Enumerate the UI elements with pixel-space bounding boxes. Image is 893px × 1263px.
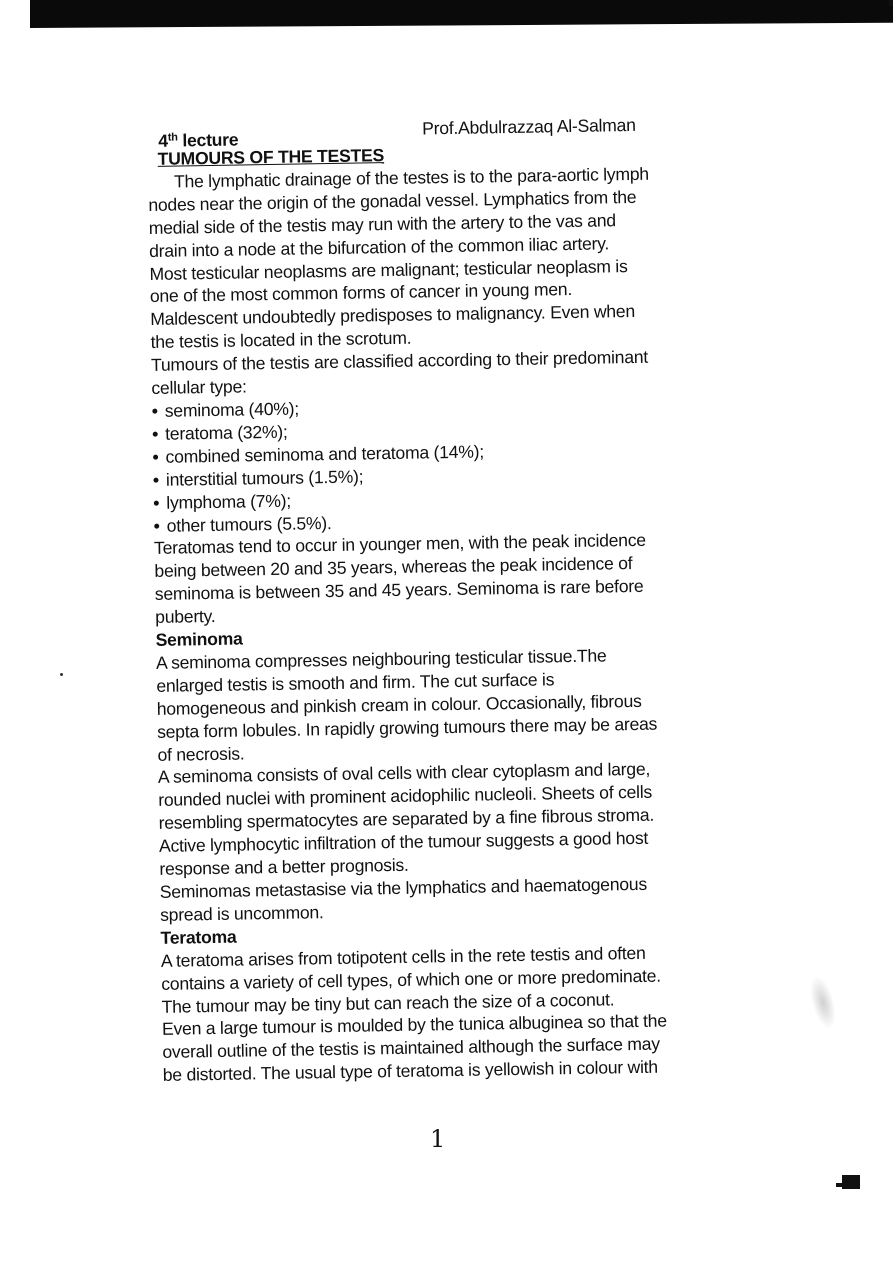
list-item-text: combined seminoma and teratoma (14%); (165, 441, 485, 467)
lecture-word: lecture (177, 129, 239, 151)
page-number: 1 (430, 1125, 446, 1153)
document-page (147, 112, 743, 1087)
tumour-type-list (152, 390, 734, 537)
teratoma-section (160, 917, 743, 1087)
scan-speck (60, 673, 63, 676)
bullet-icon: • (152, 446, 159, 467)
intro-line: one of the most common forms of cancer in young men. (149, 279, 573, 307)
seminoma-section (155, 619, 740, 926)
teratoma-line: be distorted. The usual type of teratoma is yellowish in colour with (162, 1056, 659, 1086)
intro-line: Maldescent undoubtedly predisposes to malignancy. Even when (150, 301, 636, 330)
teratoma-line: Even a large tumour is moulded by the tunica albuginea so that the (161, 1010, 667, 1040)
intro-line: drain into a node at the bifurcation of the common iliac artery. (148, 232, 610, 261)
bullet-icon: • (152, 469, 160, 490)
teratoma-line: contains a variety of cell types, of which one or more predominate. (161, 965, 661, 994)
teratoma-line: A teratoma arises from totipotent cells in the rete testis and often (160, 942, 646, 971)
list-item-text: interstitial tumours (1.5%); (165, 466, 364, 490)
incidence-line: being between 20 and 35 years, whereas the peak incidence of (154, 553, 633, 582)
seminoma-line: septa form lobules. In rapidly growing tumours there may be areas (156, 713, 658, 742)
bullet-icon: • (152, 423, 159, 444)
intro-section (148, 161, 732, 400)
teratoma-heading: Teratoma (160, 926, 237, 948)
seminoma-line: response and a better prognosis. (159, 854, 409, 879)
bullet-icon: • (153, 492, 160, 513)
intro-line: medial side of the testis may run with the artery to the vas and (148, 209, 616, 238)
scan-edge-tick (889, 0, 893, 6)
seminoma-line: spread is uncommon. (159, 902, 324, 925)
scan-top-shadow (30, 0, 893, 28)
list-item-text: teratoma (32%); (165, 421, 288, 444)
intro-line: Most testicular neoplasms are malignant; testicular neoplasm is (149, 255, 628, 284)
teratoma-line: The tumour may be tiny but can reach the size of a coconut. (161, 988, 615, 1017)
intro-line: the testis is located in the scrotum. (150, 327, 412, 353)
seminoma-line: A seminoma compresses neighbouring testicular tissue.The (155, 645, 607, 673)
seminoma-line: A seminoma consists of oval cells with clear cytoplasm and large, (157, 759, 651, 788)
seminoma-line: Seminomas metastasise via the lymphatics and haematogenous (159, 873, 648, 902)
document-title: TUMOURS OF THE TESTES (157, 145, 385, 169)
list-item-text: lymphoma (7%); (166, 490, 292, 513)
seminoma-line: rounded nuclei with prominent acidophilic nucleoli. Sheets of cells (158, 782, 653, 811)
bullet-icon: • (151, 400, 158, 421)
scan-edge-mark-stem (836, 1183, 844, 1187)
scan-edge-mark (842, 1175, 860, 1189)
seminoma-line: resembling spermatocytes are separated by a fine fibrous stroma. (158, 804, 655, 834)
lecture-number: 4 (158, 130, 169, 151)
incidence-line: seminoma is between 35 and 45 years. Seminoma is rare before (154, 576, 644, 605)
lecture-label (158, 128, 238, 152)
seminoma-line: enlarged testis is smooth and firm. The cut surface is (156, 669, 555, 696)
seminoma-heading: Seminoma (155, 628, 243, 650)
incidence-section (154, 528, 735, 629)
scan-smudge (805, 973, 840, 1032)
seminoma-line: homogeneous and pinkish cream in colour. Occasionally, fibrous (156, 690, 642, 719)
incidence-line: puberty. (155, 606, 216, 628)
intro-line: cellular type: (151, 376, 247, 399)
intro-line: nodes near the origin of the gonadal vessel. Lymphatics from the (148, 186, 637, 215)
intro-line: Tumours of the testis are classified according to their predominant (150, 346, 649, 376)
list-item-text: seminoma (40%); (164, 398, 300, 421)
seminoma-line: Active lymphocytic infiltration of the tumour suggests a good host (158, 827, 649, 857)
author-name: Prof.Abdulrazzaq Al-Salman (421, 114, 636, 139)
intro-line: The lymphatic drainage of the testes is to the para-aortic lymph (173, 163, 650, 192)
list-item-text: other tumours (5.5%). (166, 512, 332, 536)
bullet-icon: • (153, 515, 160, 536)
seminoma-line: of necrosis. (157, 743, 245, 765)
incidence-line: Teratomas tend to occur in younger men, with the peak incidence (153, 530, 646, 559)
teratoma-line: overall outline of the testis is maintained although the surface may (162, 1033, 660, 1063)
lecture-suffix: th (167, 131, 178, 144)
